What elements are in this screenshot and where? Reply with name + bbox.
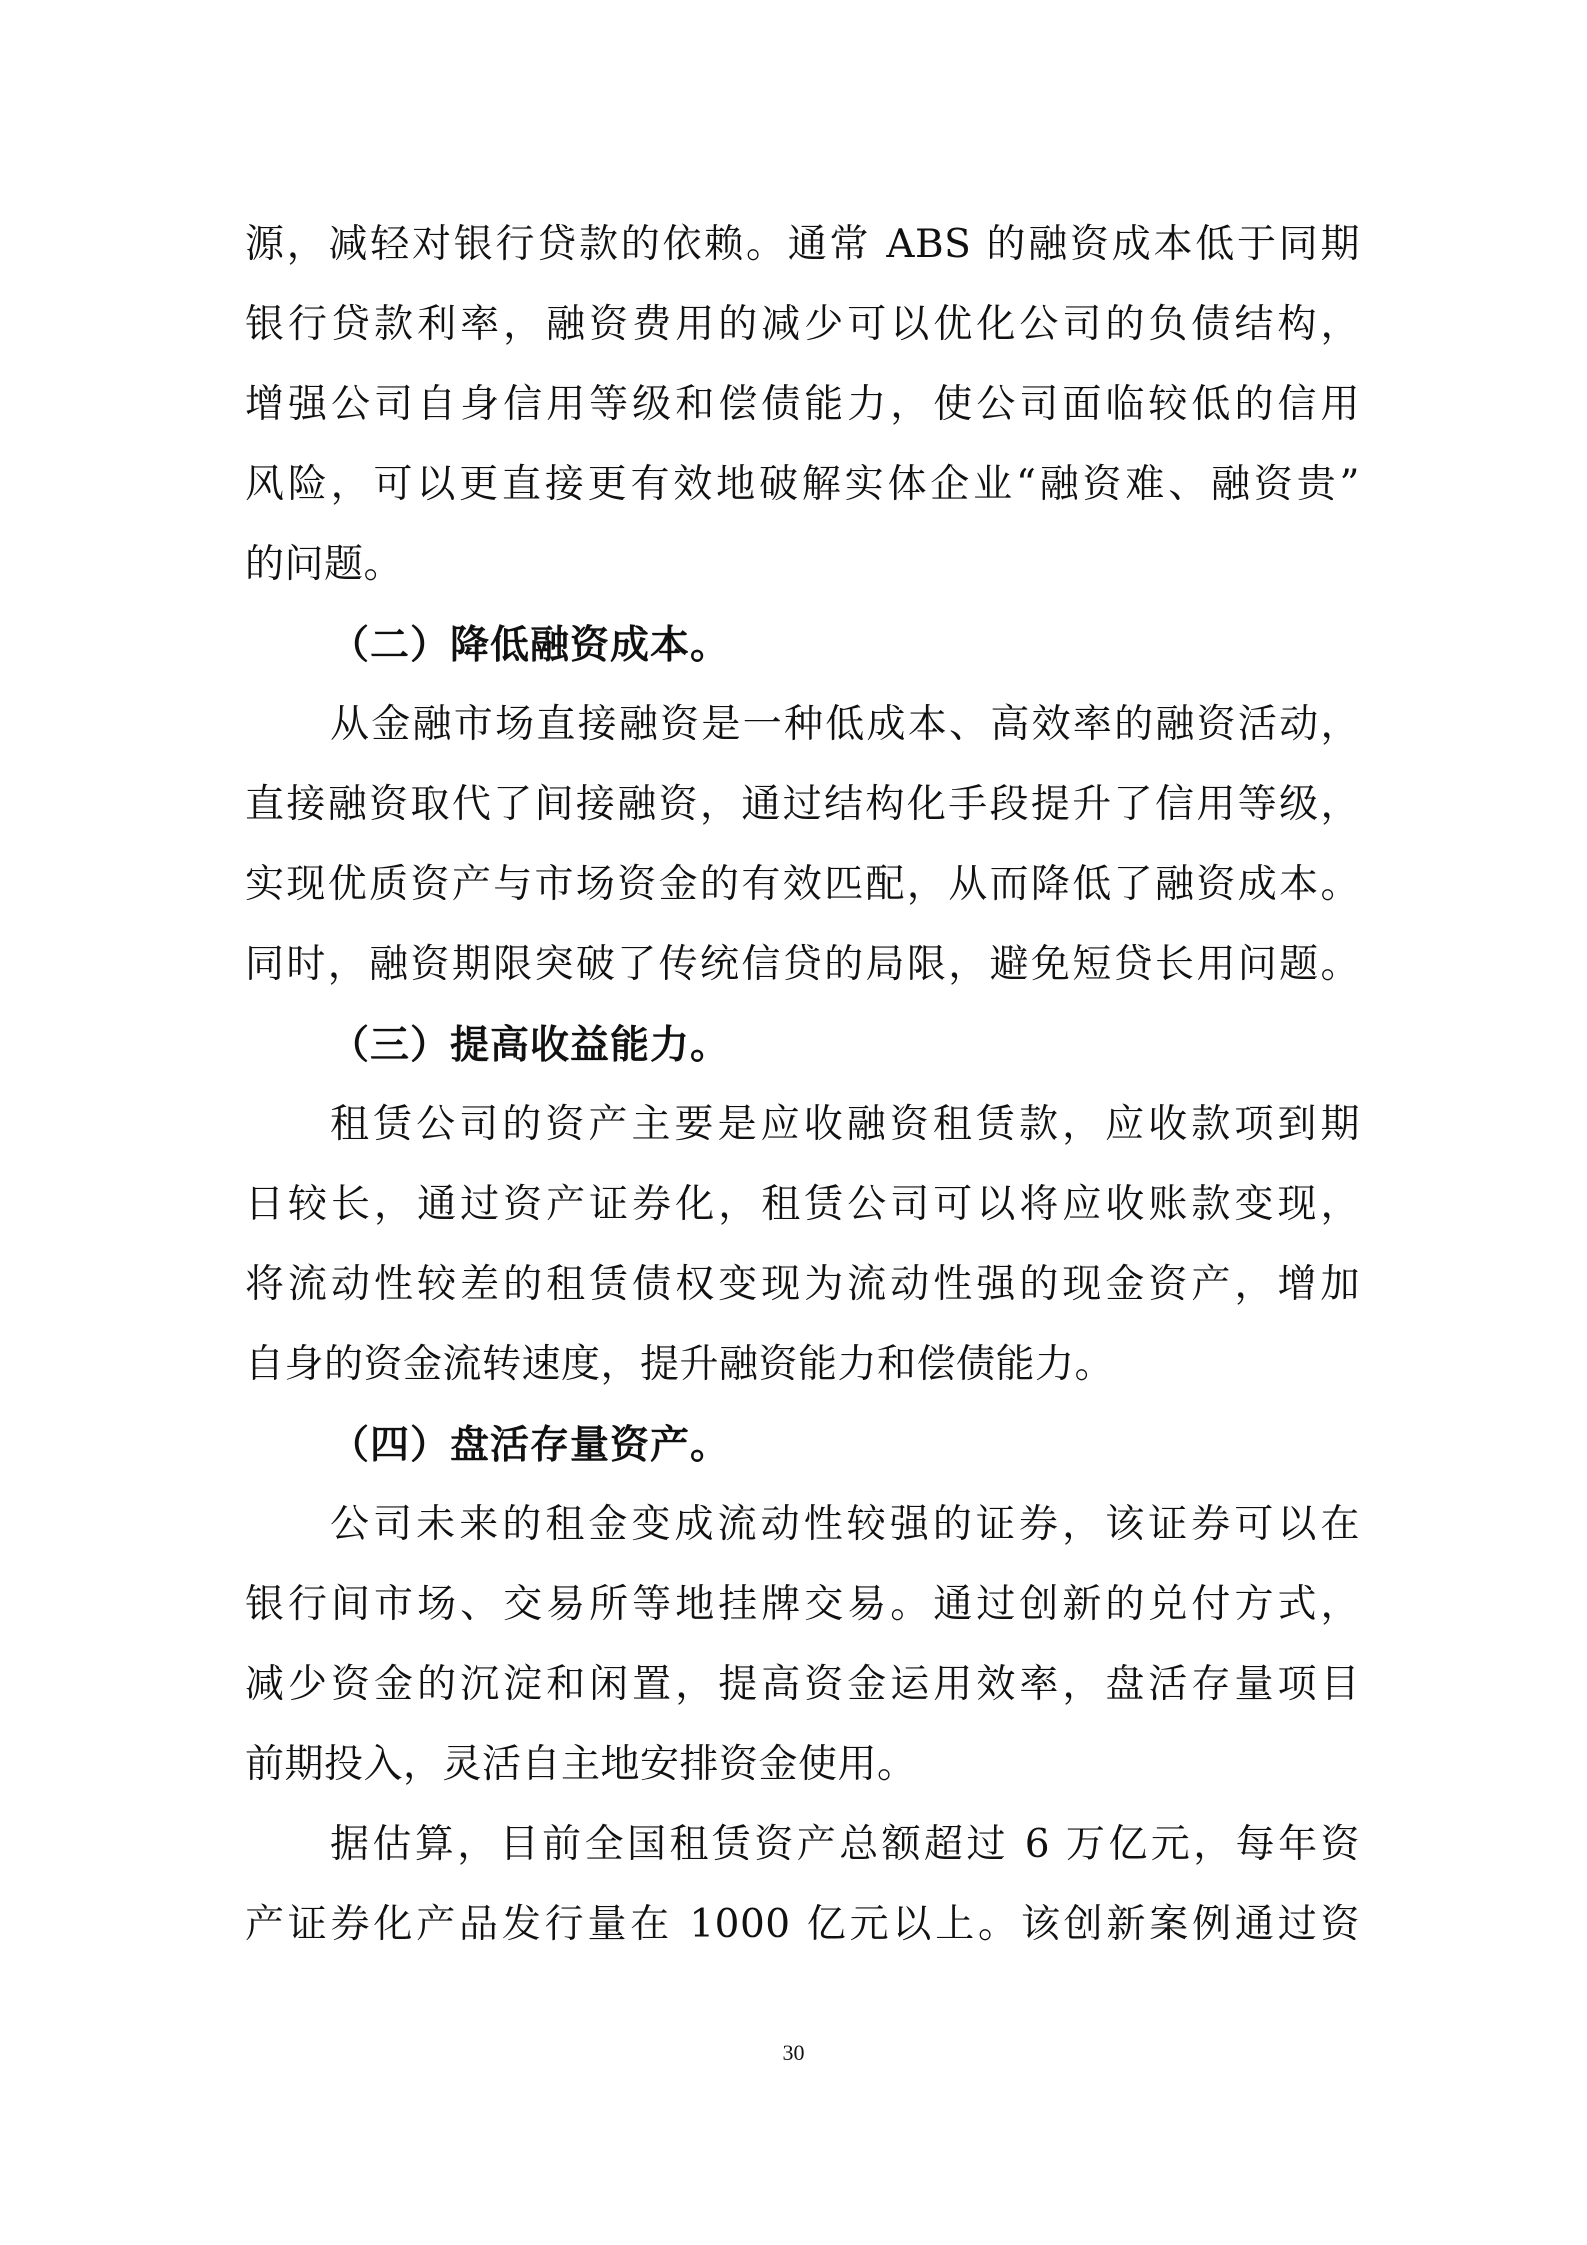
paragraph-line: 银行间市场、交易所等地挂牌交易。通过创新的兑付方式， (245, 1582, 1360, 1627)
section-heading: （四）盘活存量资产。 (330, 1422, 731, 1468)
paragraph-line: 租赁公司的资产主要是应收融资租赁款，应收款项到期 (330, 1102, 1360, 1147)
paragraph-line: 实现优质资产与市场资金的有效匹配，从而降低了融资成本。 (245, 862, 1360, 907)
page-number: 30 (782, 2040, 805, 2065)
paragraph-line: 增强公司自身信用等级和偿债能力，使公司面临较低的信用 (245, 382, 1360, 427)
paragraph-line: 产证券化产品发行量在 1000 亿元以上。该创新案例通过资 (245, 1902, 1360, 1947)
paragraph-line: 同时，融资期限突破了传统信贷的局限，避免短贷长用问题。 (245, 942, 1360, 987)
section-heading: （三）提高收益能力。 (330, 1022, 731, 1068)
paragraph-line: 银行贷款利率，融资费用的减少可以优化公司的负债结构， (245, 302, 1360, 347)
section-heading: （二）降低融资成本。 (330, 622, 731, 668)
paragraph-line: 据估算，目前全国租赁资产总额超过 6 万亿元，每年资 (330, 1822, 1360, 1867)
paragraph-line: 将流动性较差的租赁债权变现为流动性强的现金资产，增加 (245, 1262, 1360, 1307)
paragraph-line: 源，减轻对银行贷款的依赖。通常 ABS 的融资成本低于同期 (245, 222, 1360, 267)
paragraph-line: 前期投入，灵活自主地安排资金使用。 (245, 1742, 917, 1787)
paragraph-line: 直接融资取代了间接融资，通过结构化手段提升了信用等级， (245, 782, 1360, 827)
paragraph-line: 减少资金的沉淀和闲置，提高资金运用效率，盘活存量项目 (245, 1662, 1360, 1707)
paragraph-line: 从金融市场直接融资是一种低成本、高效率的融资活动， (330, 702, 1360, 747)
paragraph-line: 自身的资金流转速度，提升融资能力和偿债能力。 (245, 1342, 1115, 1387)
paragraph-line: 公司未来的租金变成流动性较强的证券，该证券可以在 (330, 1502, 1360, 1547)
paragraph-line: 风险，可以更直接更有效地破解实体企业“融资难、融资贵” (245, 462, 1360, 507)
paragraph-line: 的问题。 (245, 542, 404, 587)
paragraph-line: 日较长，通过资产证券化，租赁公司可以将应收账款变现， (245, 1182, 1360, 1227)
